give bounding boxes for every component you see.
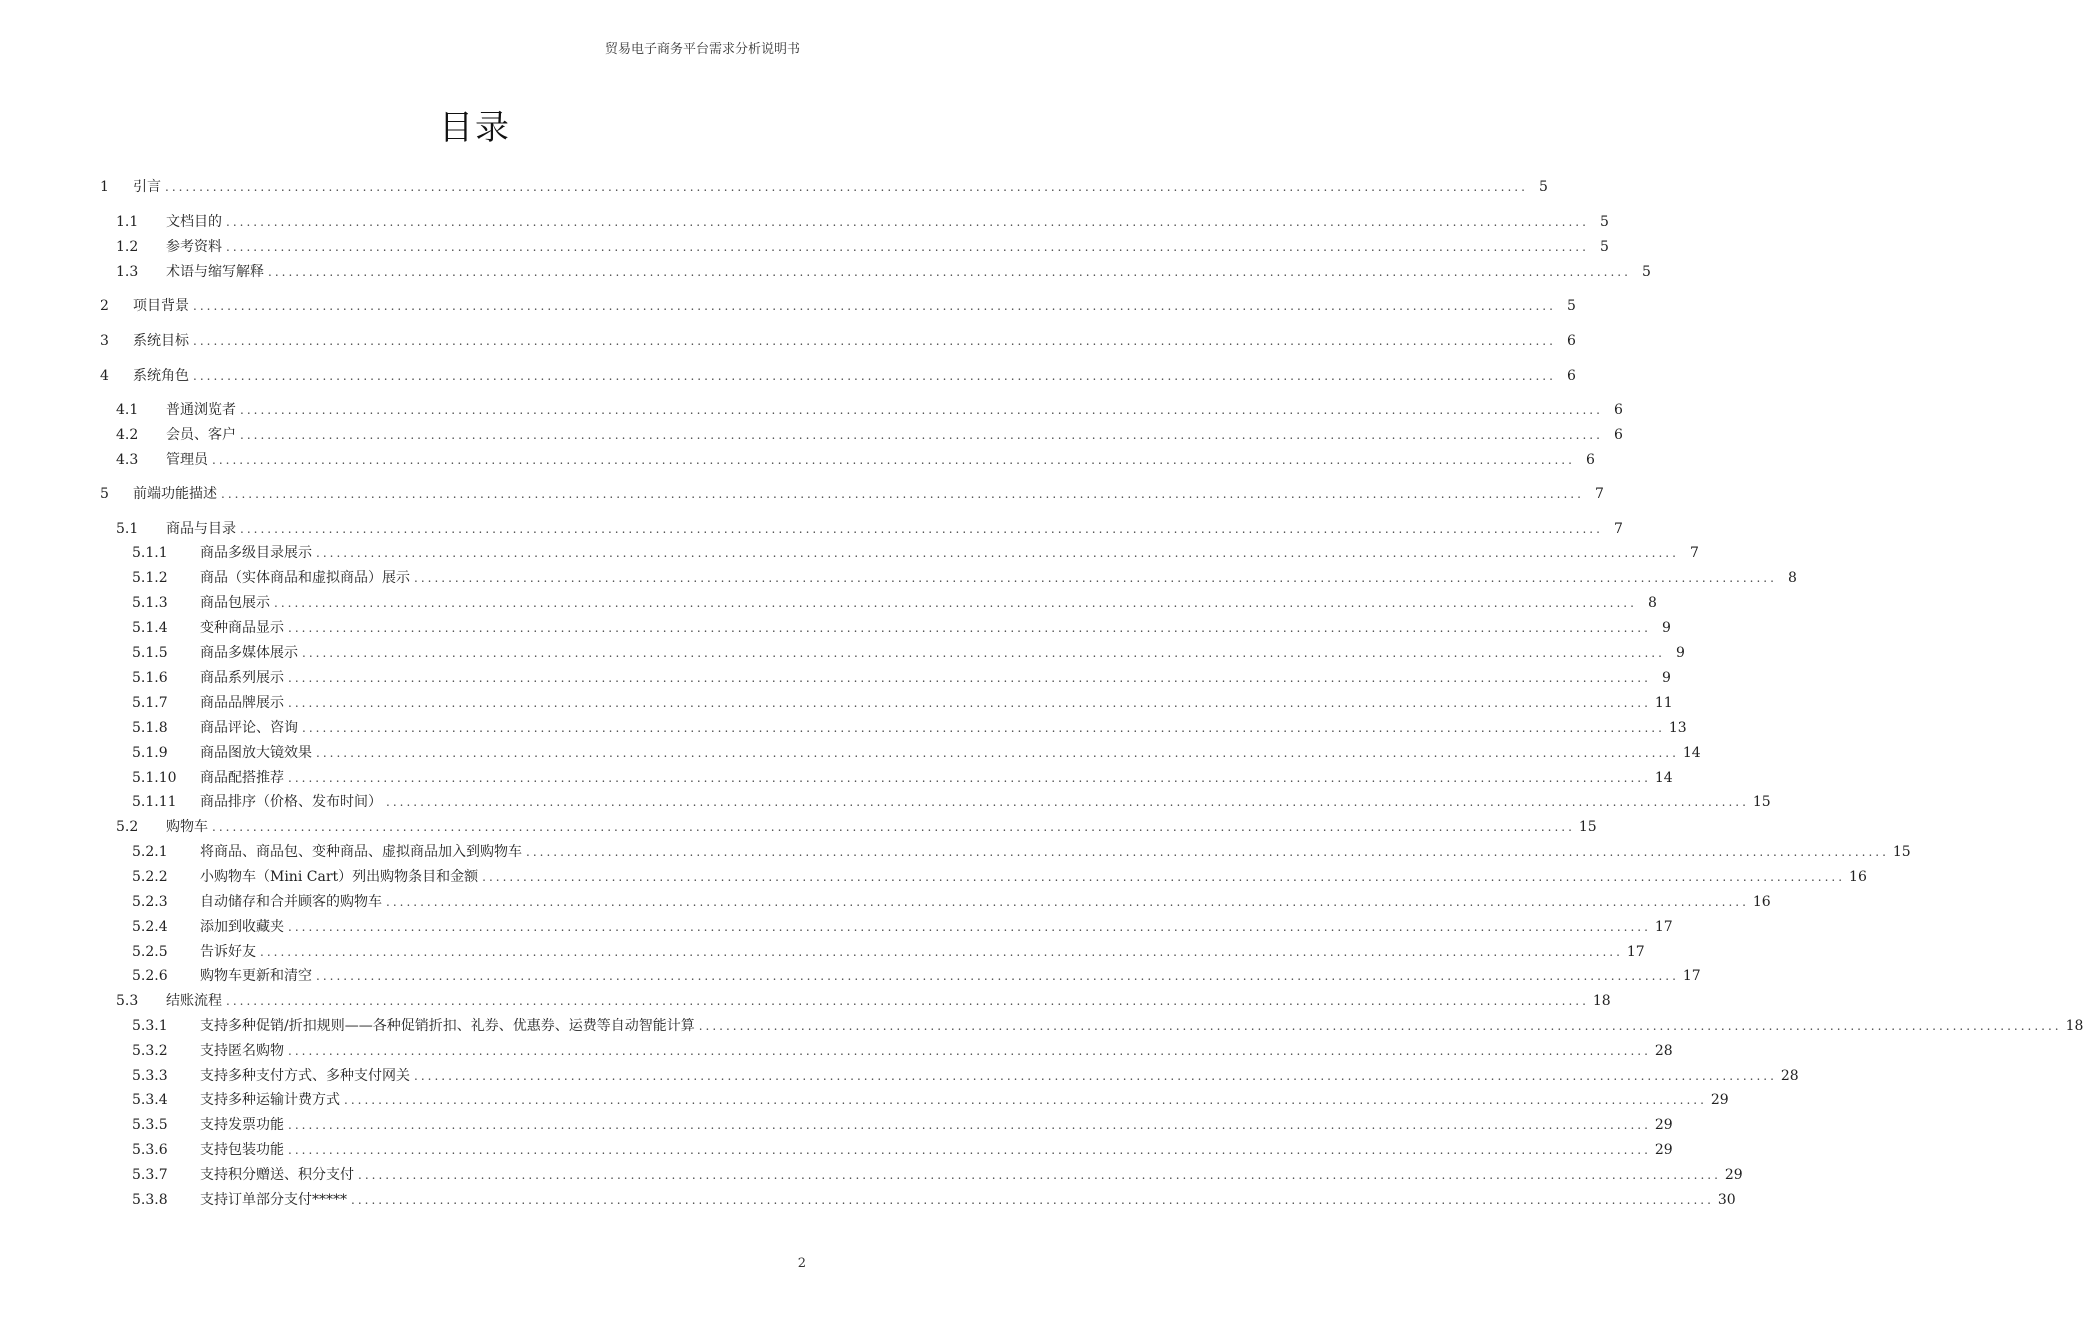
toc-entry-number: 5.1.10 <box>132 770 177 786</box>
toc-leader-dots: ........................................................................................................................................................................................................ <box>288 1143 1651 1157</box>
toc-entry-page: 29 <box>1724 1167 1743 1183</box>
toc-leader-dots: ........................................................................................................................................................................................................ <box>226 994 1589 1008</box>
toc-entry-page: 9 <box>1661 620 1671 636</box>
toc-entry[interactable] <box>132 1114 1673 1136</box>
toc-entry[interactable] <box>132 791 1771 813</box>
toc-entry-number: 1.1 <box>116 214 139 230</box>
page-header: 贸易电子商务平台需求分析说明书 <box>604 42 800 57</box>
toc-entry-page: 5 <box>1599 214 1609 230</box>
toc-entry-page: 28 <box>1780 1068 1799 1084</box>
page-title: 目录 <box>439 108 511 148</box>
toc-entry-number: 4.3 <box>116 452 139 468</box>
toc-leader-dots: ........................................................................................................................................................................................................ <box>226 215 1589 229</box>
toc-entry[interactable] <box>116 990 1611 1012</box>
toc-leader-dots: ........................................................................................................................................................................................................ <box>482 870 1846 884</box>
toc-leader-dots: ........................................................................................................................................................................................................ <box>212 820 1575 834</box>
toc-entry[interactable] <box>116 424 1623 446</box>
toc-entry-title: 变种商品显示 <box>200 620 284 636</box>
toc-entry-title: 前端功能描述 <box>133 486 217 502</box>
toc-entry-page: 15 <box>1578 819 1597 835</box>
toc-entry[interactable] <box>132 866 1867 888</box>
toc-entry[interactable] <box>132 965 1701 987</box>
toc-entry-number: 4.2 <box>116 427 139 443</box>
toc-entry[interactable] <box>116 211 1609 233</box>
toc-entry[interactable] <box>132 916 1673 938</box>
toc-entry-number: 5.1.7 <box>132 695 168 711</box>
toc-entry-number: 5 <box>100 486 109 502</box>
toc-entry-page: 29 <box>1654 1142 1673 1158</box>
toc-entry-title: 支持多种支付方式、多种支付网关 <box>200 1068 410 1084</box>
toc-entry-page: 8 <box>1647 595 1657 611</box>
toc-entry-number: 5.2.5 <box>132 944 168 960</box>
toc-entry[interactable] <box>132 891 1771 913</box>
toc-leader-dots: ........................................................................................................................................................................................................ <box>221 487 1584 501</box>
toc-entry-number: 5.3.1 <box>132 1018 168 1034</box>
toc-entry-page: 18 <box>2065 1018 2083 1034</box>
toc-entry-title: 项目背景 <box>133 298 189 314</box>
toc-entry-page: 16 <box>1849 869 1867 885</box>
toc-entry-title: 支持订单部分支付***** <box>200 1192 347 1208</box>
toc-entry-title: 支持包装功能 <box>200 1142 284 1158</box>
toc-entry-page: 28 <box>1654 1043 1673 1059</box>
page-number: 2 <box>797 1256 806 1271</box>
toc-entry-title: 会员、客户 <box>166 427 236 443</box>
toc-entry-title: 系统角色 <box>133 368 189 384</box>
toc-entry[interactable] <box>132 742 1701 764</box>
toc-entry-page: 9 <box>1661 670 1671 686</box>
toc-entry-title: 管理员 <box>166 452 208 468</box>
toc-entry-page: 6 <box>1585 452 1595 468</box>
toc-entry-page: 5 <box>1538 179 1548 195</box>
toc-entry-number: 5.3.2 <box>132 1043 168 1059</box>
toc-entry-title: 商品评论、咨询 <box>200 720 298 736</box>
toc-entry-page: 6 <box>1566 333 1576 349</box>
toc-entry-page: 17 <box>1626 944 1645 960</box>
toc-entry[interactable] <box>132 642 1685 664</box>
toc-leader-dots: ........................................................................................................................................................................................................ <box>414 571 1777 585</box>
toc-entry-number: 5.3.7 <box>132 1167 168 1183</box>
toc-entry[interactable] <box>132 1040 1673 1062</box>
toc-entry-title: 商品图放大镜效果 <box>200 745 312 761</box>
toc-entry[interactable] <box>116 261 1651 283</box>
toc-entry-number: 5.3.6 <box>132 1142 168 1158</box>
toc-entry-title: 商品配搭推荐 <box>200 770 284 786</box>
toc-entry[interactable] <box>100 330 1576 352</box>
toc-entry-number: 1.2 <box>116 239 139 255</box>
toc-entry[interactable] <box>132 841 1911 863</box>
toc-leader-dots: ........................................................................................................................................................................................................ <box>288 1044 1651 1058</box>
toc-entry[interactable] <box>116 449 1595 471</box>
toc-entry-page: 7 <box>1689 545 1699 561</box>
toc-entry-number: 5.3.3 <box>132 1068 168 1084</box>
toc-entry-page: 11 <box>1654 695 1673 711</box>
toc-entry-page: 6 <box>1613 402 1623 418</box>
toc-entry-title: 购物车更新和清空 <box>200 968 312 984</box>
toc-entry-number: 5.2.2 <box>132 869 168 885</box>
toc-leader-dots: ........................................................................................................................................................................................................ <box>344 1093 1707 1107</box>
toc-entry-number: 5.1.8 <box>132 720 168 736</box>
toc-entry-page: 18 <box>1592 993 1611 1009</box>
toc-entry-title: 商品多级目录展示 <box>200 545 312 561</box>
toc-entry[interactable] <box>132 1089 1729 1111</box>
toc-leader-dots: ........................................................................................................................................................................................................ <box>288 1118 1651 1132</box>
toc-entry[interactable] <box>132 542 1699 564</box>
toc-entry-page: 7 <box>1594 486 1604 502</box>
toc-entry-title: 将商品、商品包、变种商品、虚拟商品加入到购物车 <box>200 844 522 860</box>
toc-entry[interactable] <box>116 236 1609 258</box>
toc-entry-title: 商品包展示 <box>200 595 270 611</box>
toc-entry-title: 结账流程 <box>166 993 222 1009</box>
toc-entry-number: 5.1.6 <box>132 670 168 686</box>
toc-entry-page: 13 <box>1668 720 1687 736</box>
toc-entry-title: 自动储存和合并顾客的购物车 <box>200 894 382 910</box>
toc-entry-title: 商品系列展示 <box>200 670 284 686</box>
toc-entry-page: 7 <box>1613 521 1623 537</box>
toc-entry-number: 5.2.3 <box>132 894 168 910</box>
toc-entry-number: 5.1.3 <box>132 595 168 611</box>
toc-entry[interactable] <box>132 767 1673 789</box>
toc-entry-page: 14 <box>1682 745 1701 761</box>
toc-leader-dots: ........................................................................................................................................................................................................ <box>316 546 1679 560</box>
toc-entry-page: 5 <box>1641 264 1651 280</box>
toc-entry-page: 17 <box>1682 968 1701 984</box>
toc-entry-title: 商品与目录 <box>166 521 236 537</box>
toc-entry-title: 支持积分赠送、积分支付 <box>200 1167 354 1183</box>
toc-entry[interactable] <box>132 692 1673 714</box>
toc-entry-title: 支持发票功能 <box>200 1117 284 1133</box>
toc-entry-number: 2 <box>100 298 109 314</box>
toc-leader-dots: ........................................................................................................................................................................................................ <box>240 428 1603 442</box>
toc-entry-title: 商品品牌展示 <box>200 695 284 711</box>
toc-entry-page: 30 <box>1717 1192 1736 1208</box>
toc-entry[interactable] <box>100 176 1548 198</box>
toc-entry-number: 5.3.4 <box>132 1092 168 1108</box>
toc-entry-page: 5 <box>1566 298 1576 314</box>
toc-entry-title: 普通浏览者 <box>166 402 236 418</box>
toc-entry-number: 5.3.5 <box>132 1117 168 1133</box>
toc-leader-dots: ........................................................................................................................................................................................................ <box>193 369 1556 383</box>
toc-entry-number: 5.2 <box>116 819 139 835</box>
toc-entry-title: 商品排序（价格、发布时间） <box>200 794 382 810</box>
toc-leader-dots: ........................................................................................................................................................................................................ <box>302 721 1665 735</box>
toc-entry-number: 5.2.6 <box>132 968 168 984</box>
toc-entry[interactable] <box>132 567 1797 589</box>
toc-leader-dots: ........................................................................................................................................................................................................ <box>316 746 1679 760</box>
toc-leader-dots: ........................................................................................................................................................................................................ <box>386 795 1749 809</box>
toc-entry-number: 5.1.1 <box>132 545 168 561</box>
toc-entry[interactable] <box>132 617 1671 639</box>
toc-entry[interactable] <box>132 1164 1743 1186</box>
toc-entry-number: 5.1.4 <box>132 620 168 636</box>
toc-leader-dots: ........................................................................................................................................................................................................ <box>226 240 1589 254</box>
toc-entry-number: 5.1.9 <box>132 745 168 761</box>
toc-leader-dots: ........................................................................................................................................................................................................ <box>268 265 1631 279</box>
toc-entry-title: 商品（实体商品和虚拟商品）展示 <box>200 570 410 586</box>
toc-entry-number: 5.3.8 <box>132 1192 168 1208</box>
toc-leader-dots: ........................................................................................................................................................................................................ <box>274 596 1637 610</box>
toc-leader-dots: ........................................................................................................................................................................................................ <box>288 671 1651 685</box>
toc-entry[interactable] <box>132 717 1687 739</box>
toc-entry-title: 购物车 <box>166 819 208 835</box>
toc-leader-dots: ........................................................................................................................................................................................................ <box>698 1019 2062 1033</box>
toc-entry-number: 3 <box>100 333 109 349</box>
toc-entry-title: 支持多种促销/折扣规则——各种促销折扣、礼券、优惠券、运费等自动智能计算 <box>200 1018 695 1034</box>
toc-entry-number: 5.2.4 <box>132 919 168 935</box>
toc-leader-dots: ........................................................................................................................................................................................................ <box>414 1069 1777 1083</box>
toc-entry-title: 引言 <box>133 179 161 195</box>
toc-leader-dots: ........................................................................................................................................................................................................ <box>240 522 1603 536</box>
toc-leader-dots: ........................................................................................................................................................................................................ <box>212 453 1575 467</box>
toc-entry-page: 6 <box>1613 427 1623 443</box>
toc-entry-page: 5 <box>1599 239 1609 255</box>
toc-entry-title: 参考资料 <box>166 239 222 255</box>
toc-entry-title: 术语与缩写解释 <box>166 264 264 280</box>
toc-entry-page: 15 <box>1752 794 1771 810</box>
toc-leader-dots: ........................................................................................................................................................................................................ <box>288 920 1651 934</box>
toc-entry[interactable] <box>100 295 1576 317</box>
toc-entry-title: 支持多种运输计费方式 <box>200 1092 340 1108</box>
toc-entry-number: 5.3 <box>116 993 139 1009</box>
toc-entry-page: 8 <box>1787 570 1797 586</box>
toc-leader-dots: ........................................................................................................................................................................................................ <box>526 845 1889 859</box>
toc-entry-title: 商品多媒体展示 <box>200 645 298 661</box>
toc-entry-title: 系统目标 <box>133 333 189 349</box>
toc-entry-title: 添加到收藏夹 <box>200 919 284 935</box>
toc-entry-number: 4 <box>100 368 109 384</box>
toc-entry[interactable] <box>100 365 1576 387</box>
toc-entry[interactable] <box>132 941 1645 963</box>
toc-entry-number: 5.1.11 <box>132 794 177 810</box>
toc-entry-page: 15 <box>1892 844 1911 860</box>
toc-entry-number: 1.3 <box>116 264 139 280</box>
toc-entry-number: 5.1 <box>116 521 139 537</box>
toc-entry[interactable] <box>132 1189 1736 1211</box>
toc-entry-number: 4.1 <box>116 402 139 418</box>
toc-entry-number: 1 <box>100 179 109 195</box>
toc-entry[interactable] <box>132 592 1657 614</box>
toc-entry-page: 14 <box>1654 770 1673 786</box>
toc-entry-number: 5.1.5 <box>132 645 168 661</box>
toc-leader-dots: ........................................................................................................................................................................................................ <box>193 299 1556 313</box>
toc-leader-dots: ........................................................................................................................................................................................................ <box>165 180 1528 194</box>
toc-entry-number: 5.1.2 <box>132 570 168 586</box>
toc-entry-page: 29 <box>1710 1092 1729 1108</box>
toc-entry[interactable] <box>116 518 1623 540</box>
toc-leader-dots: ........................................................................................................................................................................................................ <box>316 969 1679 983</box>
toc-leader-dots: ........................................................................................................................................................................................................ <box>351 1193 1714 1207</box>
toc-entry-page: 29 <box>1654 1117 1673 1133</box>
toc-leader-dots: ........................................................................................................................................................................................................ <box>288 621 1651 635</box>
toc-leader-dots: ........................................................................................................................................................................................................ <box>358 1168 1721 1182</box>
toc-entry[interactable] <box>132 1139 1673 1161</box>
toc-entry-page: 16 <box>1752 894 1771 910</box>
toc-entry-page: 9 <box>1675 645 1685 661</box>
toc-entry-title: 文档目的 <box>166 214 222 230</box>
toc-entry[interactable] <box>116 399 1623 421</box>
toc-entry-number: 5.2.1 <box>132 844 168 860</box>
toc-entry-title: 支持匿名购物 <box>200 1043 284 1059</box>
toc-entry-page: 6 <box>1566 368 1576 384</box>
toc-leader-dots: ........................................................................................................................................................................................................ <box>386 895 1749 909</box>
toc-entry[interactable] <box>116 816 1597 838</box>
toc-entry-page: 17 <box>1654 919 1673 935</box>
toc-entry-title: 告诉好友 <box>200 944 256 960</box>
toc-entry[interactable] <box>100 483 1604 505</box>
toc-leader-dots: ........................................................................................................................................................................................................ <box>193 334 1556 348</box>
toc-entry[interactable] <box>132 1015 2083 1037</box>
toc-entry[interactable] <box>132 667 1671 689</box>
toc-entry-title: 小购物车（Mini Cart）列出购物条目和金额 <box>200 869 479 885</box>
toc-leader-dots: ........................................................................................................................................................................................................ <box>260 945 1623 959</box>
toc-leader-dots: ........................................................................................................................................................................................................ <box>240 403 1603 417</box>
toc-entry[interactable] <box>132 1065 1799 1087</box>
toc-leader-dots: ........................................................................................................................................................................................................ <box>288 696 1651 710</box>
toc-leader-dots: ........................................................................................................................................................................................................ <box>302 646 1665 660</box>
toc-leader-dots: ........................................................................................................................................................................................................ <box>288 771 1651 785</box>
